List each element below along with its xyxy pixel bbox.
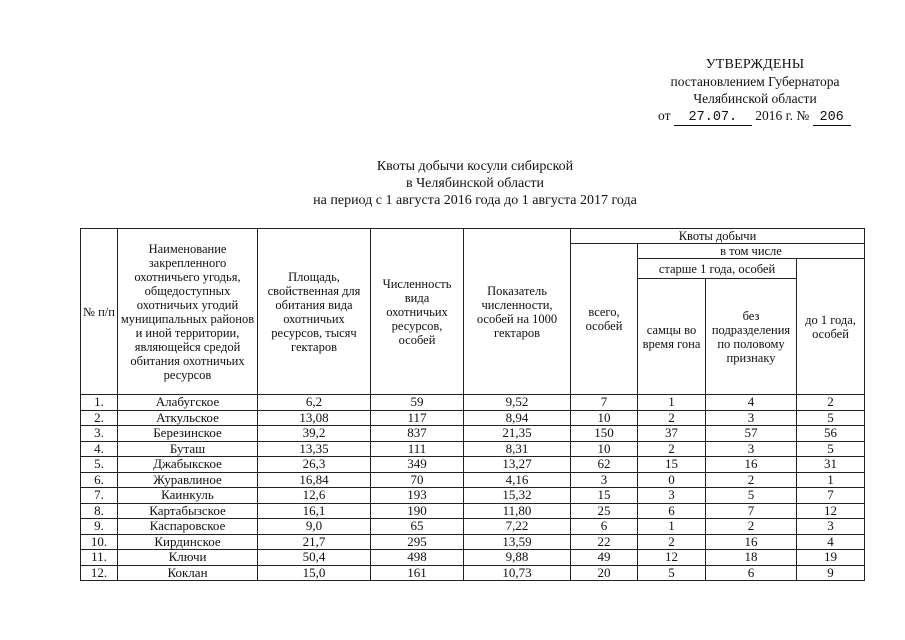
- cell-young: 1: [797, 472, 865, 488]
- cell-males: 1: [638, 519, 706, 535]
- cell-area: 6,2: [258, 395, 371, 411]
- title-line-3: на период с 1 августа 2016 года до 1 августа 2017 года: [313, 193, 637, 208]
- cell-density: 8,31: [464, 441, 571, 457]
- cell-population: 295: [371, 534, 464, 550]
- cell-no-sex: 2: [706, 472, 797, 488]
- date-value: 27.07.: [674, 111, 752, 126]
- cell-num: 6.: [81, 472, 118, 488]
- cell-num: 9.: [81, 519, 118, 535]
- cell-no-sex: 16: [706, 534, 797, 550]
- header-total: всего, особей: [571, 244, 638, 395]
- cell-area: 26,3: [258, 457, 371, 473]
- cell-no-sex: 3: [706, 410, 797, 426]
- cell-area: 16,1: [258, 503, 371, 519]
- header-density: Показатель численности, особей на 1000 гектаров: [464, 229, 571, 395]
- cell-young: 2: [797, 395, 865, 411]
- cell-males: 6: [638, 503, 706, 519]
- cell-name: Коклан: [118, 565, 258, 581]
- table-row: [81, 550, 865, 566]
- cell-no-sex: 3: [706, 441, 797, 457]
- cell-total: 20: [571, 565, 638, 581]
- header-num: № п/п: [81, 229, 118, 395]
- cell-population: 161: [371, 565, 464, 581]
- cell-total: 10: [571, 441, 638, 457]
- cell-density: 13,27: [464, 457, 571, 473]
- table-row: [81, 472, 865, 488]
- cell-density: 9,52: [464, 395, 571, 411]
- quota-table: [80, 228, 865, 581]
- cell-total: 150: [571, 426, 638, 442]
- cell-num: 1.: [81, 395, 118, 411]
- cell-no-sex: 7: [706, 503, 797, 519]
- cell-total: 6: [571, 519, 638, 535]
- cell-males: 15: [638, 457, 706, 473]
- cell-no-sex: 18: [706, 550, 797, 566]
- cell-population: 190: [371, 503, 464, 519]
- header-area: Площадь, свойственная для обитания вида охотничьих ресурсов, тысяч гектаров: [258, 229, 371, 395]
- header-older: старше 1 года, особей: [638, 259, 797, 279]
- cell-no-sex: 16: [706, 457, 797, 473]
- cell-no-sex: 2: [706, 519, 797, 535]
- cell-density: 21,35: [464, 426, 571, 442]
- cell-name: Каспаровское: [118, 519, 258, 535]
- cell-males: 1: [638, 395, 706, 411]
- approval-line-1: постановлением Губернатора: [670, 74, 840, 89]
- cell-area: 21,7: [258, 534, 371, 550]
- cell-total: 49: [571, 550, 638, 566]
- cell-population: 70: [371, 472, 464, 488]
- document-title: [270, 158, 680, 209]
- decree-number: 206: [813, 111, 851, 126]
- table-row: [81, 426, 865, 442]
- cell-density: 15,32: [464, 488, 571, 504]
- cell-area: 15,0: [258, 565, 371, 581]
- title-line-2: в Челябинской области: [405, 176, 545, 191]
- cell-area: 50,4: [258, 550, 371, 566]
- cell-num: 5.: [81, 457, 118, 473]
- cell-no-sex: 4: [706, 395, 797, 411]
- header-no-sex: без подразделения по половому признаку: [706, 279, 797, 395]
- cell-area: 13,35: [258, 441, 371, 457]
- cell-males: 2: [638, 410, 706, 426]
- cell-males: 0: [638, 472, 706, 488]
- cell-density: 11,80: [464, 503, 571, 519]
- table-row: [81, 441, 865, 457]
- approval-line-2: Челябинской области: [693, 91, 817, 106]
- cell-num: 11.: [81, 550, 118, 566]
- cell-young: 5: [797, 410, 865, 426]
- cell-males: 5: [638, 565, 706, 581]
- approval-heading: УТВЕРЖДЕНЫ: [705, 57, 805, 72]
- cell-no-sex: 5: [706, 488, 797, 504]
- table-row: [81, 519, 865, 535]
- cell-young: 56: [797, 426, 865, 442]
- cell-young: 7: [797, 488, 865, 504]
- cell-num: 7.: [81, 488, 118, 504]
- cell-num: 8.: [81, 503, 118, 519]
- cell-density: 4,16: [464, 472, 571, 488]
- table-row: [81, 565, 865, 581]
- cell-name: Березинское: [118, 426, 258, 442]
- cell-young: 9: [797, 565, 865, 581]
- cell-population: 349: [371, 457, 464, 473]
- table-row: [81, 503, 865, 519]
- cell-population: 65: [371, 519, 464, 535]
- date-suffix: 2016 г. №: [755, 108, 810, 123]
- cell-name: Кирдинское: [118, 534, 258, 550]
- cell-young: 3: [797, 519, 865, 535]
- table-row: [81, 410, 865, 426]
- cell-males: 3: [638, 488, 706, 504]
- cell-num: 4.: [81, 441, 118, 457]
- approval-block: [640, 56, 870, 126]
- cell-total: 10: [571, 410, 638, 426]
- table-row: [81, 534, 865, 550]
- header-including: в том числе: [638, 244, 865, 259]
- table-row: [81, 457, 865, 473]
- cell-population: 193: [371, 488, 464, 504]
- header-young: до 1 года, особей: [797, 259, 865, 395]
- cell-population: 111: [371, 441, 464, 457]
- cell-males: 37: [638, 426, 706, 442]
- cell-name: Аткульское: [118, 410, 258, 426]
- cell-total: 15: [571, 488, 638, 504]
- cell-population: 117: [371, 410, 464, 426]
- cell-area: 9,0: [258, 519, 371, 535]
- cell-name: Буташ: [118, 441, 258, 457]
- cell-population: 498: [371, 550, 464, 566]
- header-quotas: Квоты добычи: [571, 229, 865, 244]
- approval-date-line: [640, 107, 870, 126]
- cell-total: 7: [571, 395, 638, 411]
- cell-total: 25: [571, 503, 638, 519]
- cell-density: 7,22: [464, 519, 571, 535]
- cell-density: 8,94: [464, 410, 571, 426]
- header-population: Численность вида охотничьих ресурсов, особей: [371, 229, 464, 395]
- cell-area: 13,08: [258, 410, 371, 426]
- cell-young: 31: [797, 457, 865, 473]
- cell-males: 12: [638, 550, 706, 566]
- cell-num: 12.: [81, 565, 118, 581]
- cell-young: 19: [797, 550, 865, 566]
- cell-young: 5: [797, 441, 865, 457]
- table-row: [81, 395, 865, 411]
- cell-area: 39,2: [258, 426, 371, 442]
- header-name: Наименование закрепленного охотничьего угодья, общедоступных охотничьих угодий муниципальных районов и иной территории, являющейся средой обитания охотничьих ресурсов: [118, 229, 258, 395]
- cell-males: 2: [638, 441, 706, 457]
- cell-density: 9,88: [464, 550, 571, 566]
- cell-total: 22: [571, 534, 638, 550]
- cell-density: 13,59: [464, 534, 571, 550]
- cell-males: 2: [638, 534, 706, 550]
- cell-name: Джабыкское: [118, 457, 258, 473]
- cell-area: 16,84: [258, 472, 371, 488]
- cell-name: Алабугское: [118, 395, 258, 411]
- header-males: самцы во время гона: [638, 279, 706, 395]
- cell-name: Каинкуль: [118, 488, 258, 504]
- cell-name: Картабызское: [118, 503, 258, 519]
- cell-area: 12,6: [258, 488, 371, 504]
- date-prefix: от: [658, 108, 671, 123]
- cell-no-sex: 6: [706, 565, 797, 581]
- cell-total: 3: [571, 472, 638, 488]
- cell-num: 10.: [81, 534, 118, 550]
- cell-num: 3.: [81, 426, 118, 442]
- cell-total: 62: [571, 457, 638, 473]
- cell-population: 837: [371, 426, 464, 442]
- cell-no-sex: 57: [706, 426, 797, 442]
- cell-density: 10,73: [464, 565, 571, 581]
- cell-young: 12: [797, 503, 865, 519]
- cell-name: Ключи: [118, 550, 258, 566]
- table-row: [81, 488, 865, 504]
- cell-population: 59: [371, 395, 464, 411]
- cell-young: 4: [797, 534, 865, 550]
- table-body: [81, 395, 865, 581]
- cell-num: 2.: [81, 410, 118, 426]
- title-line-1: Квоты добычи косули сибирской: [376, 159, 574, 174]
- cell-name: Журавлиное: [118, 472, 258, 488]
